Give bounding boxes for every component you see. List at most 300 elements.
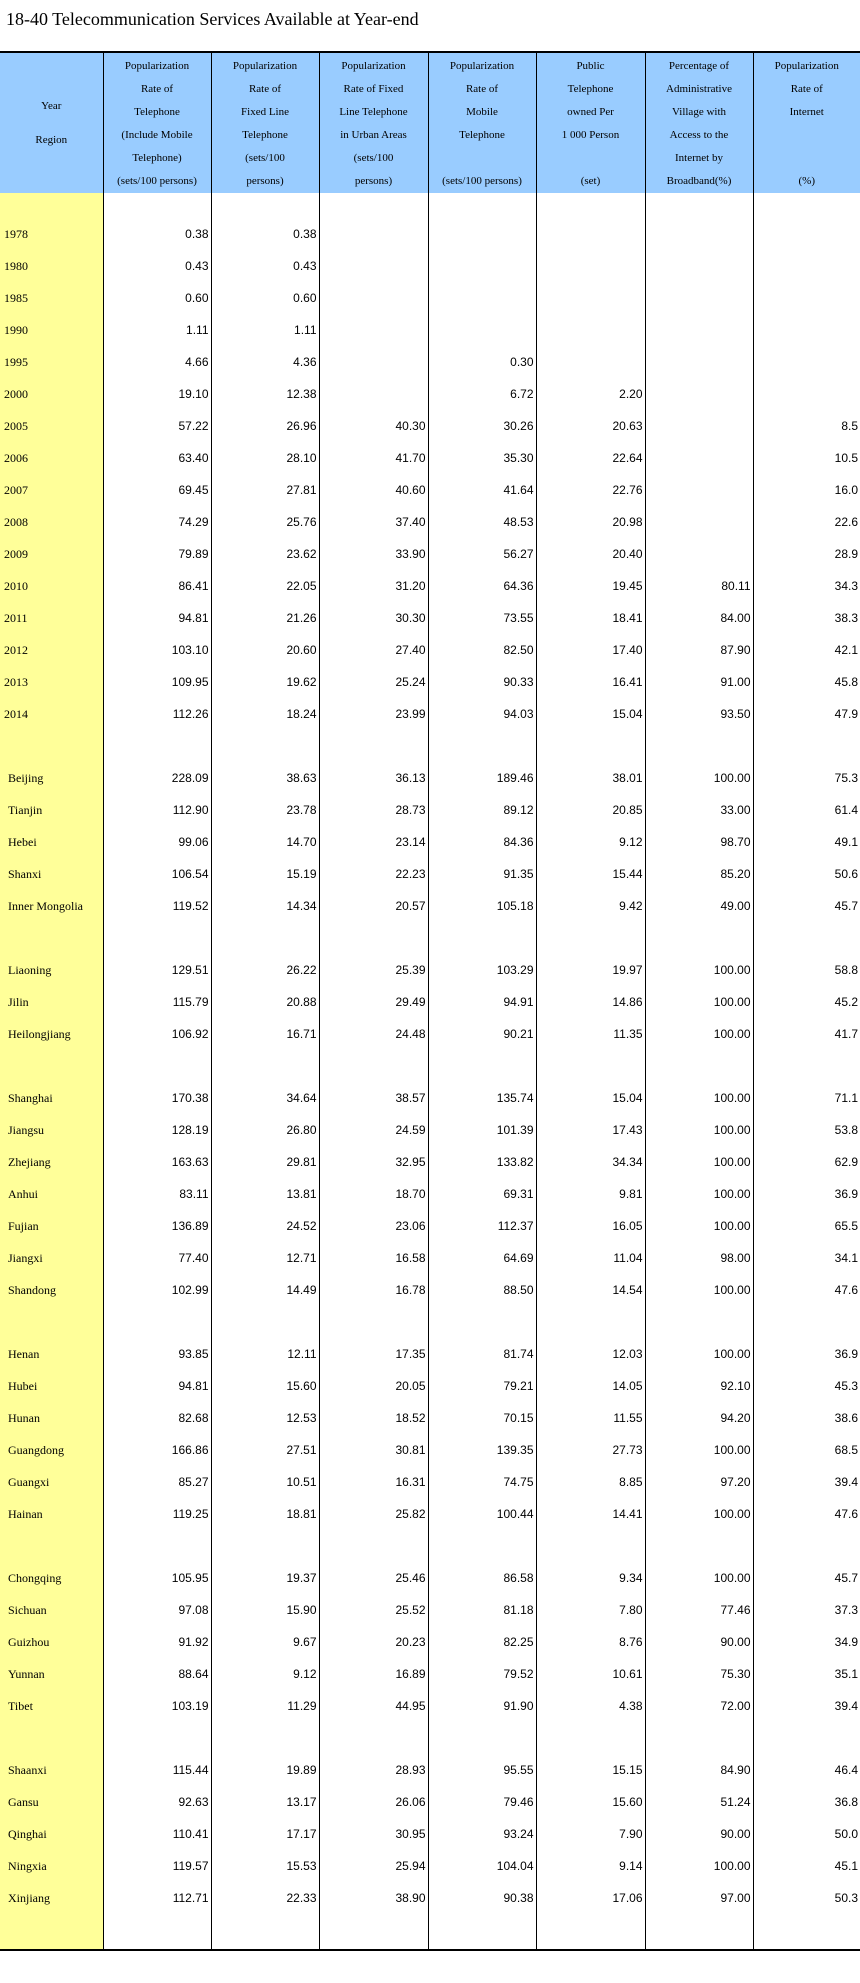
value-cell: 11.35 bbox=[536, 1018, 645, 1050]
row-label: Fujian bbox=[0, 1210, 103, 1242]
spacer-cell bbox=[428, 1914, 536, 1950]
value-cell: 95.55 bbox=[428, 1754, 536, 1786]
value-cell: 14.70 bbox=[211, 826, 319, 858]
column-header-4 bbox=[428, 52, 536, 193]
row-label: Chongqing bbox=[0, 1562, 103, 1594]
value-cell: 25.46 bbox=[319, 1562, 428, 1594]
value-cell: 83.11 bbox=[103, 1178, 211, 1210]
value-cell: 91.35 bbox=[428, 858, 536, 890]
table-title: 18-40 Telecommunication Services Available at Year-end bbox=[6, 9, 419, 29]
value-cell: 26.22 bbox=[211, 954, 319, 986]
value-cell: 23.62 bbox=[211, 538, 319, 570]
value-cell: 72.00 bbox=[645, 1690, 753, 1722]
value-cell: 100.00 bbox=[645, 1562, 753, 1594]
value-cell: 170.38 bbox=[103, 1082, 211, 1114]
value-cell: 9.14 bbox=[536, 1850, 645, 1882]
row-label: 1980 bbox=[0, 250, 103, 282]
value-cell: 100.44 bbox=[428, 1498, 536, 1530]
value-cell: 53.8 bbox=[753, 1114, 860, 1146]
row-label: Hubei bbox=[0, 1370, 103, 1402]
spacer-cell bbox=[753, 1050, 860, 1082]
value-cell: 68.5 bbox=[753, 1434, 860, 1466]
value-cell: 14.34 bbox=[211, 890, 319, 922]
value-cell: 79.89 bbox=[103, 538, 211, 570]
value-cell: 0.38 bbox=[103, 218, 211, 250]
value-cell: 14.49 bbox=[211, 1274, 319, 1306]
table-row bbox=[0, 1690, 860, 1722]
table-row bbox=[0, 1402, 860, 1434]
row-label: 1978 bbox=[0, 218, 103, 250]
column-header-1 bbox=[103, 52, 211, 193]
value-cell: 26.80 bbox=[211, 1114, 319, 1146]
value-cell: 0.60 bbox=[211, 282, 319, 314]
value-cell: 34.34 bbox=[536, 1146, 645, 1178]
row-label: 2000 bbox=[0, 378, 103, 410]
column-header-7 bbox=[753, 52, 860, 193]
value-cell: 29.81 bbox=[211, 1146, 319, 1178]
value-cell: 20.88 bbox=[211, 986, 319, 1018]
value-cell: 15.19 bbox=[211, 858, 319, 890]
value-cell: 19.37 bbox=[211, 1562, 319, 1594]
column-header-3 bbox=[319, 52, 428, 193]
value-cell: 100.00 bbox=[645, 1210, 753, 1242]
value-cell bbox=[319, 378, 428, 410]
spacer-row bbox=[0, 193, 860, 218]
value-cell: 49.00 bbox=[645, 890, 753, 922]
value-cell: 86.58 bbox=[428, 1562, 536, 1594]
value-cell: 65.5 bbox=[753, 1210, 860, 1242]
value-cell bbox=[319, 314, 428, 346]
row-label: 2014 bbox=[0, 698, 103, 730]
spacer-cell bbox=[319, 730, 428, 762]
value-cell: 81.74 bbox=[428, 1338, 536, 1370]
value-cell: 22.76 bbox=[536, 474, 645, 506]
table-row bbox=[0, 1370, 860, 1402]
value-cell: 85.27 bbox=[103, 1466, 211, 1498]
column-header-line: persons) bbox=[354, 175, 393, 187]
value-cell: 41.7 bbox=[753, 1018, 860, 1050]
spacer-cell bbox=[428, 1050, 536, 1082]
value-cell: 18.52 bbox=[319, 1402, 428, 1434]
value-cell: 38.90 bbox=[319, 1882, 428, 1914]
spacer-cell bbox=[428, 193, 536, 218]
value-cell: 228.09 bbox=[103, 762, 211, 794]
column-header-line: Rate of Fixed bbox=[343, 83, 404, 95]
value-cell: 34.1 bbox=[753, 1242, 860, 1274]
table-row bbox=[0, 378, 860, 410]
spacer-cell bbox=[0, 730, 103, 762]
value-cell: 36.8 bbox=[753, 1786, 860, 1818]
column-header-line: owned Per bbox=[567, 106, 614, 118]
spacer-cell bbox=[0, 1914, 103, 1950]
spacer-cell bbox=[0, 1722, 103, 1754]
value-cell: 28.10 bbox=[211, 442, 319, 474]
value-cell: 98.70 bbox=[645, 826, 753, 858]
value-cell: 11.29 bbox=[211, 1690, 319, 1722]
row-label: 2009 bbox=[0, 538, 103, 570]
row-label: Shaanxi bbox=[0, 1754, 103, 1786]
value-cell: 81.18 bbox=[428, 1594, 536, 1626]
table-row bbox=[0, 666, 860, 698]
row-label: Hebei bbox=[0, 826, 103, 858]
value-cell: 9.12 bbox=[211, 1658, 319, 1690]
table-row bbox=[0, 1626, 860, 1658]
value-cell: 18.41 bbox=[536, 602, 645, 634]
value-cell: 94.81 bbox=[103, 1370, 211, 1402]
column-header-line: Internet by bbox=[675, 152, 723, 164]
value-cell: 23.78 bbox=[211, 794, 319, 826]
row-label: Shanxi bbox=[0, 858, 103, 890]
table-row bbox=[0, 1562, 860, 1594]
value-cell: 74.29 bbox=[103, 506, 211, 538]
value-cell: 16.05 bbox=[536, 1210, 645, 1242]
value-cell: 8.5 bbox=[753, 410, 860, 442]
value-cell: 25.76 bbox=[211, 506, 319, 538]
value-cell: 16.31 bbox=[319, 1466, 428, 1498]
spacer-cell bbox=[536, 922, 645, 954]
value-cell: 112.71 bbox=[103, 1882, 211, 1914]
value-cell: 11.04 bbox=[536, 1242, 645, 1274]
value-cell: 100.00 bbox=[645, 1338, 753, 1370]
spacer-cell bbox=[536, 1722, 645, 1754]
value-cell: 91.92 bbox=[103, 1626, 211, 1658]
value-cell: 4.36 bbox=[211, 346, 319, 378]
value-cell: 28.9 bbox=[753, 538, 860, 570]
value-cell: 99.06 bbox=[103, 826, 211, 858]
value-cell: 18.24 bbox=[211, 698, 319, 730]
value-cell bbox=[645, 474, 753, 506]
column-header-line bbox=[539, 147, 643, 170]
table-row bbox=[0, 218, 860, 250]
value-cell bbox=[428, 314, 536, 346]
spacer-cell bbox=[753, 1530, 860, 1562]
spacer-cell bbox=[428, 922, 536, 954]
value-cell: 100.00 bbox=[645, 1178, 753, 1210]
column-header-line bbox=[756, 147, 859, 170]
value-cell: 42.1 bbox=[753, 634, 860, 666]
spacer-cell bbox=[103, 922, 211, 954]
row-label: Jiangxi bbox=[0, 1242, 103, 1274]
value-cell: 47.6 bbox=[753, 1274, 860, 1306]
value-cell: 64.36 bbox=[428, 570, 536, 602]
row-label: 1995 bbox=[0, 346, 103, 378]
value-cell: 13.81 bbox=[211, 1178, 319, 1210]
column-header-line: Popularization bbox=[449, 60, 515, 72]
value-cell: 97.00 bbox=[645, 1882, 753, 1914]
value-cell: 27.51 bbox=[211, 1434, 319, 1466]
value-cell: 100.00 bbox=[645, 1434, 753, 1466]
value-cell: 133.82 bbox=[428, 1146, 536, 1178]
value-cell bbox=[645, 442, 753, 474]
table-row bbox=[0, 1274, 860, 1306]
value-cell: 112.26 bbox=[103, 698, 211, 730]
value-cell: 105.18 bbox=[428, 890, 536, 922]
value-cell: 27.73 bbox=[536, 1434, 645, 1466]
value-cell: 1.11 bbox=[211, 314, 319, 346]
table-row bbox=[0, 1754, 860, 1786]
value-cell: 30.95 bbox=[319, 1818, 428, 1850]
value-cell: 12.53 bbox=[211, 1402, 319, 1434]
value-cell: 93.50 bbox=[645, 698, 753, 730]
column-header-line: (sets/100 persons) bbox=[117, 175, 197, 187]
table-row bbox=[0, 1818, 860, 1850]
value-cell: 17.06 bbox=[536, 1882, 645, 1914]
table-row bbox=[0, 250, 860, 282]
value-cell: 25.24 bbox=[319, 666, 428, 698]
value-cell: 88.64 bbox=[103, 1658, 211, 1690]
column-header-line: (set) bbox=[580, 175, 601, 187]
value-cell bbox=[645, 250, 753, 282]
telecom-table-container bbox=[0, 51, 860, 1951]
value-cell: 58.8 bbox=[753, 954, 860, 986]
value-cell: 24.52 bbox=[211, 1210, 319, 1242]
spacer-cell bbox=[645, 193, 753, 218]
column-header-line: Fixed Line bbox=[241, 106, 289, 118]
value-cell: 15.60 bbox=[536, 1786, 645, 1818]
spacer-cell bbox=[103, 1914, 211, 1950]
table-row bbox=[0, 538, 860, 570]
spacer-cell bbox=[428, 1530, 536, 1562]
value-cell: 9.34 bbox=[536, 1562, 645, 1594]
spacer-cell bbox=[319, 1914, 428, 1950]
value-cell bbox=[753, 346, 860, 378]
row-label: 2008 bbox=[0, 506, 103, 538]
value-cell bbox=[645, 378, 753, 410]
table-row bbox=[0, 1242, 860, 1274]
spacer-cell bbox=[319, 1050, 428, 1082]
value-cell: 38.01 bbox=[536, 762, 645, 794]
value-cell: 100.00 bbox=[645, 1146, 753, 1178]
value-cell: 16.78 bbox=[319, 1274, 428, 1306]
row-label: Gansu bbox=[0, 1786, 103, 1818]
value-cell: 27.40 bbox=[319, 634, 428, 666]
value-cell: 163.63 bbox=[103, 1146, 211, 1178]
column-header-line: Percentage of bbox=[668, 60, 730, 72]
spacer-cell bbox=[0, 193, 103, 218]
value-cell: 90.38 bbox=[428, 1882, 536, 1914]
value-cell bbox=[645, 410, 753, 442]
value-cell: 19.45 bbox=[536, 570, 645, 602]
table-row bbox=[0, 506, 860, 538]
value-cell: 57.22 bbox=[103, 410, 211, 442]
spacer-row bbox=[0, 922, 860, 954]
column-header-line: persons) bbox=[246, 175, 284, 187]
spacer-cell bbox=[211, 1050, 319, 1082]
row-label: Hainan bbox=[0, 1498, 103, 1530]
value-cell: 17.17 bbox=[211, 1818, 319, 1850]
value-cell: 84.90 bbox=[645, 1754, 753, 1786]
row-label: Beijing bbox=[0, 762, 103, 794]
spacer-cell bbox=[428, 1722, 536, 1754]
value-cell: 77.46 bbox=[645, 1594, 753, 1626]
spacer-cell bbox=[428, 730, 536, 762]
value-cell: 74.75 bbox=[428, 1466, 536, 1498]
value-cell: 20.60 bbox=[211, 634, 319, 666]
value-cell: 14.86 bbox=[536, 986, 645, 1018]
value-cell: 110.41 bbox=[103, 1818, 211, 1850]
row-label: Heilongjiang bbox=[0, 1018, 103, 1050]
value-cell: 45.7 bbox=[753, 890, 860, 922]
value-cell bbox=[319, 218, 428, 250]
value-cell: 106.54 bbox=[103, 858, 211, 890]
value-cell: 32.95 bbox=[319, 1146, 428, 1178]
column-header-line: Popularization bbox=[341, 60, 406, 72]
table-row bbox=[0, 410, 860, 442]
value-cell: 75.3 bbox=[753, 762, 860, 794]
value-cell: 79.46 bbox=[428, 1786, 536, 1818]
value-cell: 7.80 bbox=[536, 1594, 645, 1626]
column-header-line: Popularization bbox=[232, 60, 298, 72]
value-cell: 34.3 bbox=[753, 570, 860, 602]
value-cell: 45.1 bbox=[753, 1850, 860, 1882]
spacer-row bbox=[0, 1914, 860, 1950]
value-cell: 0.43 bbox=[211, 250, 319, 282]
table-row bbox=[0, 1178, 860, 1210]
value-cell bbox=[645, 282, 753, 314]
row-label: 2005 bbox=[0, 410, 103, 442]
value-cell: 7.90 bbox=[536, 1818, 645, 1850]
table-row bbox=[0, 1114, 860, 1146]
value-cell: 49.1 bbox=[753, 826, 860, 858]
value-cell bbox=[753, 378, 860, 410]
value-cell bbox=[645, 506, 753, 538]
value-cell: 17.35 bbox=[319, 1338, 428, 1370]
table-row bbox=[0, 1434, 860, 1466]
value-cell: 4.38 bbox=[536, 1690, 645, 1722]
row-label: 2007 bbox=[0, 474, 103, 506]
value-cell: 69.45 bbox=[103, 474, 211, 506]
value-cell: 25.39 bbox=[319, 954, 428, 986]
spacer-cell bbox=[0, 1530, 103, 1562]
value-cell bbox=[536, 282, 645, 314]
value-cell: 39.4 bbox=[753, 1466, 860, 1498]
row-label: Yunnan bbox=[0, 1658, 103, 1690]
spacer-cell bbox=[536, 1530, 645, 1562]
spacer-cell bbox=[319, 1722, 428, 1754]
spacer-cell bbox=[0, 1050, 103, 1082]
value-cell: 24.59 bbox=[319, 1114, 428, 1146]
header-corner-label: Year bbox=[41, 100, 62, 112]
value-cell: 30.81 bbox=[319, 1434, 428, 1466]
spacer-cell bbox=[536, 1050, 645, 1082]
value-cell: 86.41 bbox=[103, 570, 211, 602]
value-cell: 102.99 bbox=[103, 1274, 211, 1306]
table-row bbox=[0, 474, 860, 506]
value-cell: 93.85 bbox=[103, 1338, 211, 1370]
value-cell: 12.11 bbox=[211, 1338, 319, 1370]
value-cell: 50.0 bbox=[753, 1818, 860, 1850]
table-row bbox=[0, 570, 860, 602]
value-cell: 34.9 bbox=[753, 1626, 860, 1658]
value-cell: 71.1 bbox=[753, 1082, 860, 1114]
value-cell: 23.14 bbox=[319, 826, 428, 858]
table-row bbox=[0, 634, 860, 666]
column-header-5 bbox=[536, 52, 645, 193]
value-cell: 14.41 bbox=[536, 1498, 645, 1530]
value-cell: 100.00 bbox=[645, 1498, 753, 1530]
value-cell: 19.10 bbox=[103, 378, 211, 410]
value-cell: 90.21 bbox=[428, 1018, 536, 1050]
table-row bbox=[0, 1786, 860, 1818]
row-label: Guangxi bbox=[0, 1466, 103, 1498]
value-cell: 33.00 bbox=[645, 794, 753, 826]
value-cell: 11.55 bbox=[536, 1402, 645, 1434]
value-cell: 6.72 bbox=[428, 378, 536, 410]
table-row bbox=[0, 890, 860, 922]
value-cell: 47.9 bbox=[753, 698, 860, 730]
value-cell: 9.67 bbox=[211, 1626, 319, 1658]
value-cell: 92.10 bbox=[645, 1370, 753, 1402]
column-header-line: Rate of bbox=[248, 83, 282, 95]
value-cell: 15.90 bbox=[211, 1594, 319, 1626]
value-cell: 15.53 bbox=[211, 1850, 319, 1882]
value-cell: 46.4 bbox=[753, 1754, 860, 1786]
value-cell: 64.69 bbox=[428, 1242, 536, 1274]
value-cell: 31.20 bbox=[319, 570, 428, 602]
value-cell: 112.37 bbox=[428, 1210, 536, 1242]
value-cell: 8.76 bbox=[536, 1626, 645, 1658]
value-cell: 15.04 bbox=[536, 1082, 645, 1114]
value-cell: 45.3 bbox=[753, 1370, 860, 1402]
row-label: Henan bbox=[0, 1338, 103, 1370]
table-row bbox=[0, 986, 860, 1018]
spacer-cell bbox=[645, 1914, 753, 1950]
column-header-line: Broadband(%) bbox=[666, 175, 732, 187]
table-row bbox=[0, 826, 860, 858]
value-cell: 14.05 bbox=[536, 1370, 645, 1402]
value-cell: 33.90 bbox=[319, 538, 428, 570]
value-cell: 51.24 bbox=[645, 1786, 753, 1818]
value-cell: 0.38 bbox=[211, 218, 319, 250]
column-header-line: Village with bbox=[671, 106, 727, 118]
column-header-line: Mobile bbox=[466, 106, 498, 118]
value-cell: 92.63 bbox=[103, 1786, 211, 1818]
value-cell: 94.03 bbox=[428, 698, 536, 730]
value-cell: 136.89 bbox=[103, 1210, 211, 1242]
spacer-cell bbox=[103, 1306, 211, 1338]
value-cell: 100.00 bbox=[645, 986, 753, 1018]
value-cell: 16.0 bbox=[753, 474, 860, 506]
column-header-line: Administrative bbox=[666, 83, 732, 95]
value-cell bbox=[753, 314, 860, 346]
value-cell: 12.03 bbox=[536, 1338, 645, 1370]
spacer-cell bbox=[536, 193, 645, 218]
value-cell: 17.40 bbox=[536, 634, 645, 666]
spacer-cell bbox=[645, 1050, 753, 1082]
column-header-line bbox=[756, 124, 859, 147]
spacer-cell bbox=[211, 1306, 319, 1338]
value-cell bbox=[753, 282, 860, 314]
value-cell: 34.64 bbox=[211, 1082, 319, 1114]
value-cell: 16.89 bbox=[319, 1658, 428, 1690]
table-row bbox=[0, 1082, 860, 1114]
column-header-line: Public bbox=[576, 60, 605, 72]
column-header-line: Rate of bbox=[465, 83, 499, 95]
spacer-cell bbox=[211, 922, 319, 954]
value-cell: 100.00 bbox=[645, 1274, 753, 1306]
value-cell: 30.30 bbox=[319, 602, 428, 634]
value-cell: 20.40 bbox=[536, 538, 645, 570]
row-label: 2012 bbox=[0, 634, 103, 666]
value-cell: 17.43 bbox=[536, 1114, 645, 1146]
value-cell: 10.5 bbox=[753, 442, 860, 474]
value-cell: 98.00 bbox=[645, 1242, 753, 1274]
spacer-cell bbox=[0, 922, 103, 954]
value-cell bbox=[536, 250, 645, 282]
table-row bbox=[0, 1210, 860, 1242]
row-label: Ningxia bbox=[0, 1850, 103, 1882]
value-cell: 61.4 bbox=[753, 794, 860, 826]
